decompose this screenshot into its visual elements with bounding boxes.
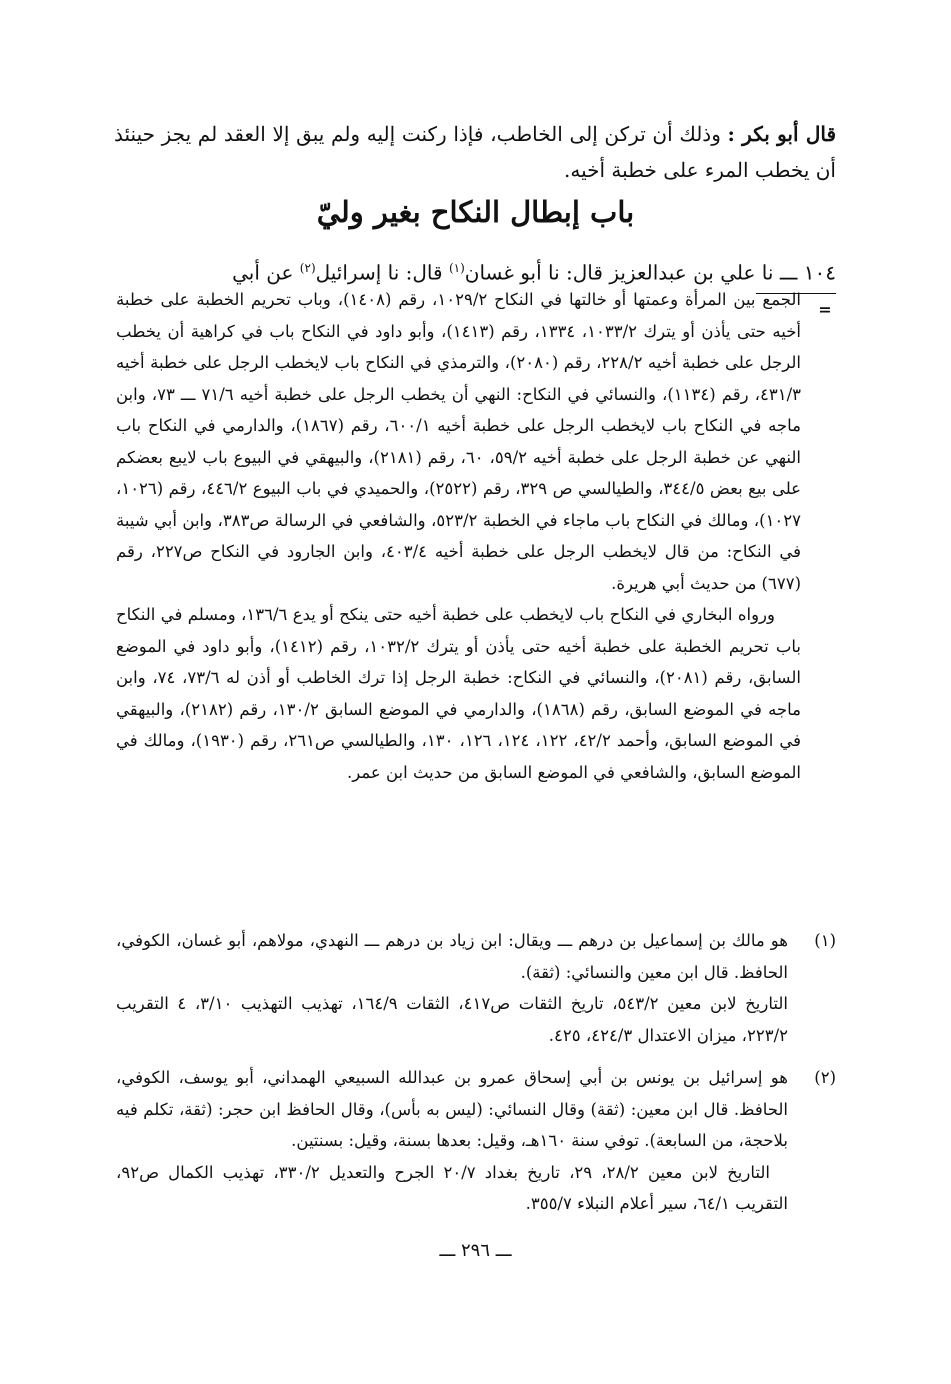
footnote-ref-2: (٢) xyxy=(299,261,316,275)
footnote-2-body xyxy=(116,1062,788,1220)
footnote-1-number: (١) xyxy=(814,931,836,950)
footnote-1 xyxy=(116,925,836,1051)
footnote-2-number: (٢) xyxy=(814,1068,836,1087)
continuation-mark: = xyxy=(818,300,832,319)
hadith-text-part-2: قال: نا إسرائيل xyxy=(315,260,443,285)
continued-footnote-paragraph-1: الجمع بين المرأة وعمتها أو خالتها في النكاح ١٠٢٩/٢، رقم (١٤٠٨)، وباب تحريم الخطبة على خطبة أخيه حتى يأذن أو يترك ١٠٣٣/٢، ١٣٣٤، رقم (١٤١٣)، وأبو داود في النكاح باب في كراهية أن يخطب الرجل على خطبة أخيه ٢٢٨/٢، رقم (٢٠٨٠)، والترمذي في النكاح باب لايخطب الرجل على خطبة أخيه ٤٣١/٣، رقم (١١٣٤)، والنسائي في النكاح: النهي أن يخطب الرجل على خطبة أخيه ٧١/٦ ـــ ٧٣، وابن ماجه في النكاح باب لايخطب الرجل على خطبة أخيه ٦٠٠/١، رقم (١٨٦٧)، والدارمي في النكاح باب النهي عن خطبة الرجل على خطبة أخيه ٥٩/٢، ٦٠، رقم (٢١٨١)، والبيهقي في البيوع باب لايبع بعضكم على بيع بعض ٣٤٤/٥، والطيالسي ص ٣٢٩، رقم (٢٥٢٢)، والحميدي في باب البيوع ٤٤٦/٢، رقم (١٠٢٦، ١٠٢٧)، ومالك في النكاح باب ماجاء في الخطبة ٥٢٣/٢، والشافعي في الرسالة ص٣٨٣، وابن أبي شيبة في النكاح: من قال لايخطب الرجل على خطبة أخيه ٤٠٣/٤، وابن الجارود في النكاح ص٢٢٧، رقم (٦٧٧) من حديث أبي هريرة. xyxy=(116,290,802,593)
footnote-1-biography: هو مالك بن إسماعيل بن درهم ـــ ويقال: ابن زياد بن درهم ـــ النهدي، مولاهم، أبو غسان، الكوفي، الحافظ. قال ابن معين والنسائي: (ثقة). xyxy=(116,931,788,982)
hadith-text-part-1: ١٠٤ ـــ نا علي بن عبدالعزيز قال: نا أبو غسان xyxy=(464,260,836,285)
hadith-text-part-3: عن أبي xyxy=(232,260,294,285)
footnote-1-body xyxy=(116,925,788,1051)
chapter-title: باب إبطال النكاح بغير وليّ xyxy=(316,195,635,229)
intro-text: وذلك أن تركن إلى الخاطب، فإذا ركنت إليه ولم يبق إلا العقد لم يجز حينئذ أن يخطب المرء على خطبة أخيه. xyxy=(114,122,836,182)
footnote-2 xyxy=(116,1062,836,1220)
continued-footnote xyxy=(116,284,801,788)
continued-footnote-paragraph-2: ورواه البخاري في النكاح باب لايخطب على خطبة أخيه حتى ينكح أو يدع ١٣٦/٦، ومسلم في النكاح باب تحريم الخطبة على خطبة أخيه حتى يأذن أو يترك ١٠٣٢/٢، رقم (١٤١٢)، وأبو داود في الموضع السابق، رقم (٢٠٨١)، والنسائي في النكاح: خطبة الرجل إذا ترك الخاطب أو أذن له ٧٣/٦، ٧٤، وابن ماجه في الموضع السابق، رقم (١٨٦٨)، والدارمي في الموضع السابق ١٣٠/٢، رقم (٢١٨٢)، والبيهقي في الموضع السابق، وأحمد ٤٢/٢، ١٢٢، ١٢٤، ١٢٦، ١٣٠، والطيالسي ص٢٦١، رقم (١٩٣٠)، ومالك في الموضع السابق، والشافعي في الموضع السابق من حديث ابن عمر. xyxy=(116,605,802,782)
page-number: ـــ ٢٩٦ ـــ xyxy=(439,1240,512,1261)
intro-paragraph xyxy=(114,116,836,188)
footnote-2-biography: هو إسرائيل بن يونس بن أبي إسحاق عمرو بن عبدالله السبيعي الهمداني، أبو يوسف، الكوفي، الحافظ. قال ابن معين: (ثقة) وقال النسائي: (ليس به بأس)، وقال الحافظ ابن حجر: (ثقة، تكلم فيه بلاحجة، من السابعة). توفي سنة ١٦٠هـ، وقيل: بعدها بسنة، وقيل: بسنتين. xyxy=(116,1068,788,1150)
intro-speaker: قال أبو بكر : xyxy=(727,122,837,146)
footnote-ref-1: (١) xyxy=(448,261,465,275)
footnote-2-sources: التاريخ لابن معين ٢٨/٢، ٢٩، تاريخ بغداد ٢٠/٧ الجرح والتعديل ٣٣٠/٢، تهذيب الكمال ص٩٢، التقريب ٦٤/١، سير أعلام النبلاء ٣٥٥/٧. xyxy=(116,1162,788,1213)
footnote-1-sources: التاريخ لابن معين ٥٤٣/٢، تاريخ الثقات ص٤١٧، الثقات ١٦٤/٩، تهذيب التهذيب ٣/١٠، ٤ التقريب ٢٢٣/٢، ميزان الاعتدال ٤٢٤/٣، ٤٢٥. xyxy=(116,994,788,1045)
